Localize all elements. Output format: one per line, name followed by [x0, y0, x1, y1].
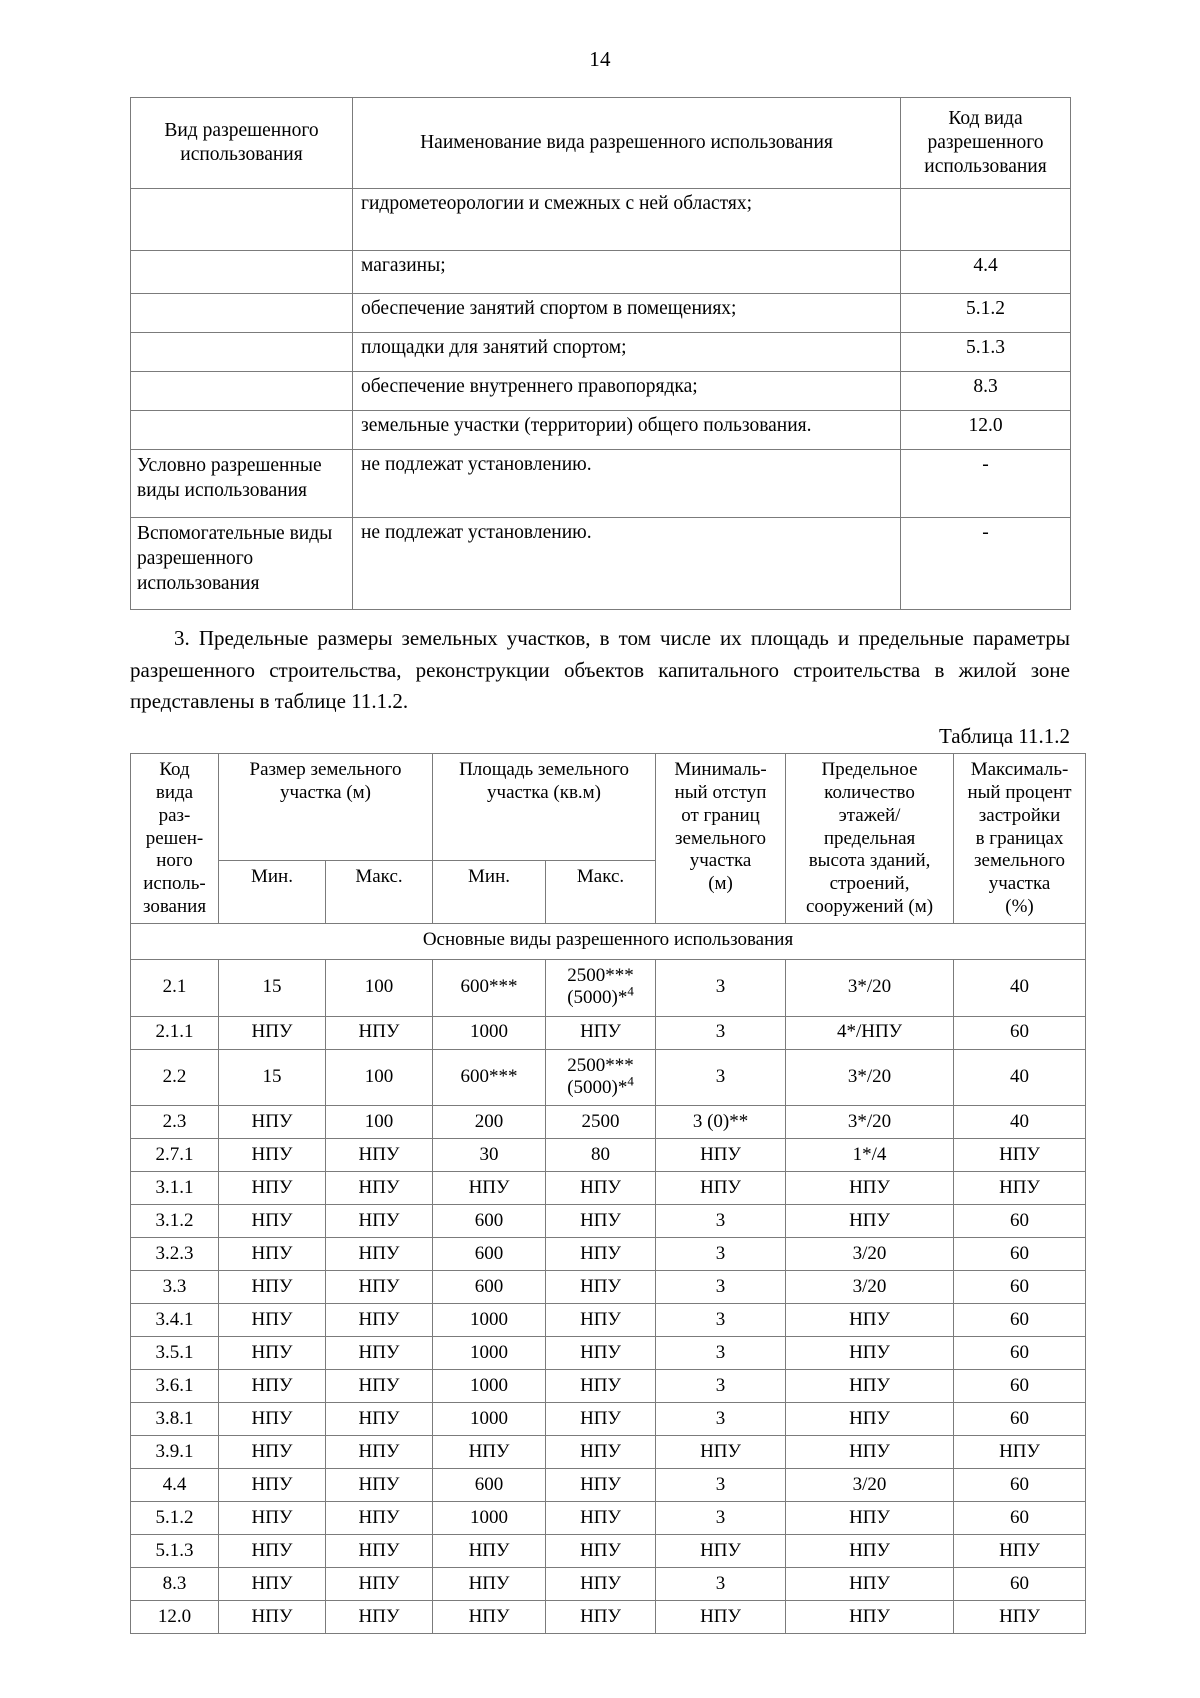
cell-max-percent: 60 — [954, 1502, 1086, 1535]
cell-area-min: 200 — [433, 1106, 546, 1139]
cell-size-max: НПУ — [326, 1304, 433, 1337]
cell-area-min: 1000 — [433, 1304, 546, 1337]
table-caption-11-1-2: Таблица 11.1.2 — [938, 723, 1070, 748]
cell-area-max: НПУ — [546, 1304, 656, 1337]
cell-size-max: НПУ — [326, 1403, 433, 1436]
cell-name-of-use: гидрометеорологии и смежных с ней областях; — [353, 189, 901, 251]
cell-min-offset: 3 — [656, 959, 786, 1016]
header-size-min: Мин. — [219, 860, 326, 923]
cell-size-min: НПУ — [219, 1139, 326, 1172]
cell-min-offset: 3 — [656, 1502, 786, 1535]
cell-area-max: 2500*** (5000)*$^4$ — [546, 959, 656, 1016]
cell-name-of-use: обеспечение внутреннего правопорядка; — [353, 372, 901, 411]
cell-code: 2.3 — [131, 1106, 219, 1139]
cell-max-floors: НПУ — [786, 1172, 954, 1205]
cell-max-percent: 60 — [954, 1403, 1086, 1436]
table-row — [131, 189, 1071, 251]
cell-code: 12.0 — [131, 1601, 219, 1634]
table-row — [131, 1469, 1086, 1502]
cell-max-floors: 3*/20 — [786, 1049, 954, 1106]
cell-min-offset: 3 — [656, 1016, 786, 1049]
table-permitted-use — [130, 97, 1071, 610]
cell-size-max: НПУ — [326, 1436, 433, 1469]
cell-size-max: 100 — [326, 1049, 433, 1106]
header-area-min: Мин. — [433, 860, 546, 923]
cell-code: 4.4 — [131, 1469, 219, 1502]
cell-area-min: НПУ — [433, 1601, 546, 1634]
cell-area-min: 600 — [433, 1238, 546, 1271]
cell-name-of-use: обеспечение занятий спортом в помещениях; — [353, 294, 901, 333]
cell-area-min: НПУ — [433, 1172, 546, 1205]
cell-code: 5.1.2 — [131, 1502, 219, 1535]
table-row — [131, 251, 1071, 294]
cell-max-floors: НПУ — [786, 1403, 954, 1436]
table-row — [131, 450, 1071, 518]
cell-code: 3.6.1 — [131, 1370, 219, 1403]
cell-code: 8.3 — [131, 1568, 219, 1601]
cell-kind-of-use: Условно разрешенные виды использования — [131, 450, 353, 518]
cell-max-floors: НПУ — [786, 1535, 954, 1568]
table-limits — [130, 753, 1086, 1634]
header-max-percent: Максималь- ный процент застройки в границах земельного участка (%) — [954, 754, 1086, 924]
cell-area-max: НПУ — [546, 1535, 656, 1568]
paragraph-limits-intro: 3. Предельные размеры земельных участков, в том числе их площадь и предельные параметры разрешенного строительства, реконструкции объектов капитального строительства в жилой зоне представлены в таблице 11.1.2. — [130, 626, 1070, 714]
cell-code: 3.1.2 — [131, 1205, 219, 1238]
cell-code: 3.1.1 — [131, 1172, 219, 1205]
cell-kind-of-use: Вспомогательные виды разрешенного использования — [131, 518, 353, 610]
cell-max-floors: НПУ — [786, 1337, 954, 1370]
header-size-max: Макс. — [326, 860, 433, 923]
header-name-of-use: Наименование вида разрешенного использования — [353, 98, 901, 189]
cell-area-max: 80 — [546, 1139, 656, 1172]
cell-max-floors: 3*/20 — [786, 959, 954, 1016]
cell-area-max: НПУ — [546, 1601, 656, 1634]
cell-code-of-use — [901, 189, 1071, 251]
cell-size-max: НПУ — [326, 1238, 433, 1271]
table-row — [131, 1106, 1086, 1139]
cell-min-offset: 3 — [656, 1469, 786, 1502]
cell-size-max: НПУ — [326, 1601, 433, 1634]
cell-max-floors: 1*/4 — [786, 1139, 954, 1172]
cell-area-min: 600 — [433, 1469, 546, 1502]
table-row — [131, 372, 1071, 411]
cell-max-percent: 60 — [954, 1370, 1086, 1403]
cell-max-percent: НПУ — [954, 1436, 1086, 1469]
cell-max-percent: 60 — [954, 1469, 1086, 1502]
cell-area-max: НПУ — [546, 1271, 656, 1304]
table-row — [131, 411, 1071, 450]
cell-max-percent: 60 — [954, 1568, 1086, 1601]
cell-area-min: 1000 — [433, 1502, 546, 1535]
cell-min-offset: НПУ — [656, 1436, 786, 1469]
table-row — [131, 333, 1071, 372]
cell-size-min: НПУ — [219, 1469, 326, 1502]
cell-area-min: 600 — [433, 1271, 546, 1304]
cell-code: 3.2.3 — [131, 1238, 219, 1271]
cell-min-offset: НПУ — [656, 1172, 786, 1205]
cell-area-max: НПУ — [546, 1337, 656, 1370]
cell-area-min: 1000 — [433, 1370, 546, 1403]
cell-code: 3.3 — [131, 1271, 219, 1304]
cell-kind-of-use — [131, 294, 353, 333]
cell-area-min: 600*** — [433, 959, 546, 1016]
cell-size-min: НПУ — [219, 1568, 326, 1601]
cell-code: 2.1 — [131, 959, 219, 1016]
cell-size-min: НПУ — [219, 1337, 326, 1370]
cell-size-min: НПУ — [219, 1106, 326, 1139]
cell-code: 2.7.1 — [131, 1139, 219, 1172]
cell-name-of-use: площадки для занятий спортом; — [353, 333, 901, 372]
cell-max-floors: 3/20 — [786, 1271, 954, 1304]
cell-area-max: НПУ — [546, 1172, 656, 1205]
cell-min-offset: НПУ — [656, 1139, 786, 1172]
header-plot-size-group: Размер земельного участка (м) — [219, 754, 433, 861]
cell-size-max: НПУ — [326, 1370, 433, 1403]
cell-area-min: 600*** — [433, 1049, 546, 1106]
cell-area-max: НПУ — [546, 1436, 656, 1469]
cell-min-offset: 3 — [656, 1271, 786, 1304]
cell-code: 3.4.1 — [131, 1304, 219, 1337]
cell-kind-of-use — [131, 333, 353, 372]
header-min-offset: Минималь- ный отступ от границ земельного участка (м) — [656, 754, 786, 924]
cell-size-min: НПУ — [219, 1016, 326, 1049]
cell-code: 5.1.3 — [131, 1535, 219, 1568]
cell-max-floors: НПУ — [786, 1502, 954, 1535]
cell-size-max: НПУ — [326, 1172, 433, 1205]
cell-code-of-use: 12.0 — [901, 411, 1071, 450]
cell-min-offset: 3 — [656, 1370, 786, 1403]
table-row — [131, 1337, 1086, 1370]
table-header-row — [131, 98, 1071, 189]
cell-min-offset: 3 (0)** — [656, 1106, 786, 1139]
table-row — [131, 1502, 1086, 1535]
cell-size-min: НПУ — [219, 1403, 326, 1436]
cell-size-min: НПУ — [219, 1370, 326, 1403]
cell-kind-of-use — [131, 372, 353, 411]
cell-min-offset: 3 — [656, 1568, 786, 1601]
cell-area-max: НПУ — [546, 1568, 656, 1601]
cell-min-offset: 3 — [656, 1337, 786, 1370]
cell-area-max: 2500*** (5000)*$^4$ — [546, 1049, 656, 1106]
cell-size-min: НПУ — [219, 1172, 326, 1205]
table-row — [131, 1370, 1086, 1403]
cell-kind-of-use — [131, 189, 353, 251]
cell-area-max: 2500 — [546, 1106, 656, 1139]
cell-area-min: НПУ — [433, 1568, 546, 1601]
cell-code-of-use: - — [901, 518, 1071, 610]
cell-area-max: НПУ — [546, 1238, 656, 1271]
table-row — [131, 959, 1086, 1016]
table-row — [131, 1172, 1086, 1205]
cell-min-offset: 3 — [656, 1238, 786, 1271]
header-code-of-use: Код вида разрешенного использования — [901, 98, 1071, 189]
cell-name-of-use: магазины; — [353, 251, 901, 294]
table-row — [131, 1568, 1086, 1601]
cell-size-max: НПУ — [326, 1535, 433, 1568]
cell-min-offset: 3 — [656, 1304, 786, 1337]
cell-kind-of-use — [131, 251, 353, 294]
cell-max-floors: 4*/НПУ — [786, 1016, 954, 1049]
cell-size-max: 100 — [326, 959, 433, 1016]
cell-max-floors: НПУ — [786, 1304, 954, 1337]
table-row — [131, 294, 1071, 333]
cell-max-percent: 60 — [954, 1238, 1086, 1271]
table-row — [131, 1601, 1086, 1634]
cell-code: 2.1.1 — [131, 1016, 219, 1049]
cell-area-max: НПУ — [546, 1205, 656, 1238]
cell-area-max: НПУ — [546, 1403, 656, 1436]
cell-size-max: НПУ — [326, 1205, 433, 1238]
cell-max-percent: 60 — [954, 1304, 1086, 1337]
cell-area-max: НПУ — [546, 1370, 656, 1403]
cell-max-floors: НПУ — [786, 1205, 954, 1238]
cell-area-max: НПУ — [546, 1016, 656, 1049]
cell-min-offset: НПУ — [656, 1601, 786, 1634]
cell-kind-of-use — [131, 411, 353, 450]
cell-area-min: НПУ — [433, 1535, 546, 1568]
cell-code-of-use: 4.4 — [901, 251, 1071, 294]
header-plot-area-group: Площадь земельного участка (кв.м) — [433, 754, 656, 861]
cell-size-min: НПУ — [219, 1205, 326, 1238]
table-row — [131, 1238, 1086, 1271]
cell-name-of-use: не подлежат установлению. — [353, 518, 901, 610]
cell-size-min: НПУ — [219, 1502, 326, 1535]
page-number: 14 — [589, 47, 611, 71]
cell-size-min: НПУ — [219, 1238, 326, 1271]
cell-size-min: НПУ — [219, 1304, 326, 1337]
cell-code-of-use: 5.1.2 — [901, 294, 1071, 333]
cell-area-max: НПУ — [546, 1469, 656, 1502]
cell-size-min: НПУ — [219, 1436, 326, 1469]
cell-code: 2.2 — [131, 1049, 219, 1106]
table-row — [131, 1436, 1086, 1469]
cell-code-of-use: 5.1.3 — [901, 333, 1071, 372]
section-title-main-uses: Основные виды разрешенного использования — [131, 923, 1086, 959]
cell-max-floors: НПУ — [786, 1568, 954, 1601]
cell-name-of-use: земельные участки (территории) общего пользования. — [353, 411, 901, 450]
header-max-floors: Предельное количество этажей/ предельная высота зданий, строений, сооружений (м) — [786, 754, 954, 924]
cell-min-offset: 3 — [656, 1205, 786, 1238]
table-row — [131, 1535, 1086, 1568]
cell-max-floors: 3/20 — [786, 1238, 954, 1271]
cell-max-percent: 40 — [954, 1106, 1086, 1139]
header-kind-of-use: Вид разрешенного использования — [131, 98, 353, 189]
table-row — [131, 1139, 1086, 1172]
cell-max-percent: 60 — [954, 1016, 1086, 1049]
cell-size-max: НПУ — [326, 1502, 433, 1535]
cell-max-percent: 40 — [954, 959, 1086, 1016]
cell-max-floors: 3*/20 — [786, 1106, 954, 1139]
cell-size-max: НПУ — [326, 1271, 433, 1304]
table-limits-header-row-1 — [131, 754, 1086, 861]
cell-max-floors: НПУ — [786, 1601, 954, 1634]
cell-code: 3.8.1 — [131, 1403, 219, 1436]
cell-size-min: 15 — [219, 1049, 326, 1106]
cell-max-floors: НПУ — [786, 1436, 954, 1469]
cell-max-floors: 3/20 — [786, 1469, 954, 1502]
cell-size-max: НПУ — [326, 1568, 433, 1601]
cell-max-percent: 60 — [954, 1271, 1086, 1304]
cell-code-of-use: 8.3 — [901, 372, 1071, 411]
cell-max-percent: НПУ — [954, 1601, 1086, 1634]
cell-code: 3.5.1 — [131, 1337, 219, 1370]
cell-max-percent: 60 — [954, 1337, 1086, 1370]
cell-size-min: НПУ — [219, 1271, 326, 1304]
cell-code: 3.9.1 — [131, 1436, 219, 1469]
cell-min-offset: 3 — [656, 1049, 786, 1106]
cell-size-min: НПУ — [219, 1535, 326, 1568]
cell-max-floors: НПУ — [786, 1370, 954, 1403]
cell-area-min: 1000 — [433, 1337, 546, 1370]
cell-min-offset: НПУ — [656, 1535, 786, 1568]
cell-size-max: НПУ — [326, 1016, 433, 1049]
cell-max-percent: НПУ — [954, 1535, 1086, 1568]
cell-area-min: 600 — [433, 1205, 546, 1238]
cell-size-max: 100 — [326, 1106, 433, 1139]
cell-max-percent: 60 — [954, 1205, 1086, 1238]
cell-area-min: НПУ — [433, 1436, 546, 1469]
cell-size-min: 15 — [219, 959, 326, 1016]
cell-area-min: 1000 — [433, 1016, 546, 1049]
cell-size-max: НПУ — [326, 1337, 433, 1370]
table-section-row — [131, 923, 1086, 959]
table-row — [131, 1403, 1086, 1436]
cell-area-max: НПУ — [546, 1502, 656, 1535]
cell-size-max: НПУ — [326, 1139, 433, 1172]
table-row — [131, 1049, 1086, 1106]
cell-max-percent: НПУ — [954, 1139, 1086, 1172]
cell-max-percent: 40 — [954, 1049, 1086, 1106]
cell-name-of-use: не подлежат установлению. — [353, 450, 901, 518]
table-row — [131, 1304, 1086, 1337]
cell-min-offset: 3 — [656, 1403, 786, 1436]
table-row — [131, 1205, 1086, 1238]
cell-area-min: 1000 — [433, 1403, 546, 1436]
table-row — [131, 1271, 1086, 1304]
header-code: Код вида раз- решен- ного исполь- зования — [131, 754, 219, 924]
cell-area-min: 30 — [433, 1139, 546, 1172]
table-row — [131, 1016, 1086, 1049]
cell-size-max: НПУ — [326, 1469, 433, 1502]
header-area-max: Макс. — [546, 860, 656, 923]
cell-size-min: НПУ — [219, 1601, 326, 1634]
cell-max-percent: НПУ — [954, 1172, 1086, 1205]
table-row — [131, 518, 1071, 610]
cell-code-of-use: - — [901, 450, 1071, 518]
